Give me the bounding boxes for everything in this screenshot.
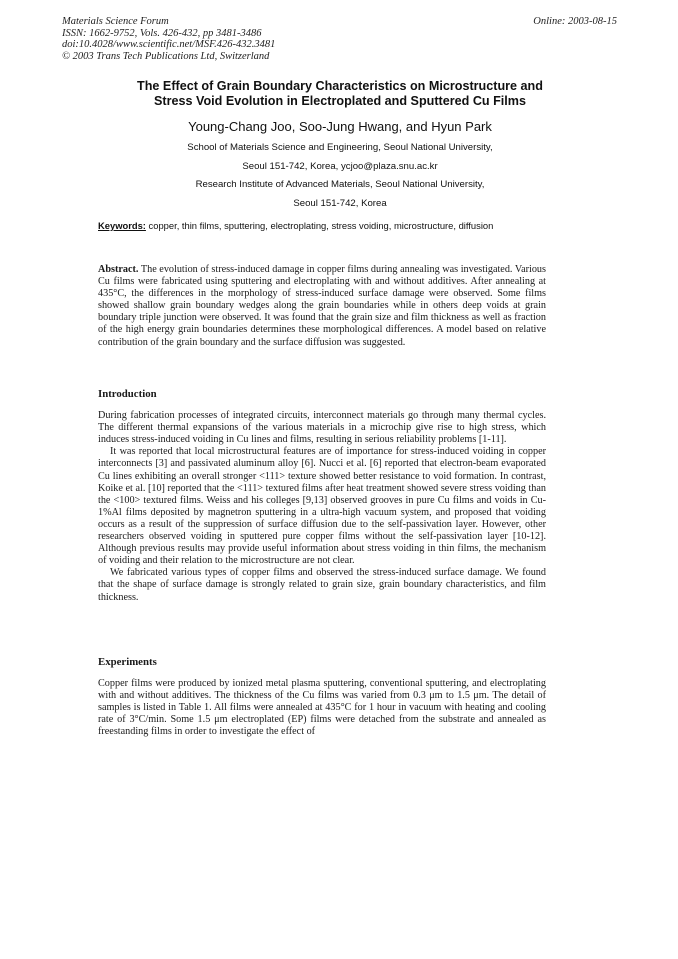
affiliation-line: School of Materials Science and Engineering, Seoul National University,	[187, 142, 493, 153]
paragraph: Copper films were produced by ionized metal plasma sputtering, conventional sputtering, and electroplating with and without additives. The thickness of the Cu films was varied from 0.3 μm to 1.5 μm. The detail of samples is listed in Table 1. All films were annealed at 435°C for 1 hour in vacuum with heating and cooling rate of 3°C/min. Some 1.5 μm electroplated (EP) films were detached from the substrate and annealed as freestanding films in order to investigate the effect of	[98, 678, 546, 738]
experiments-section	[98, 656, 546, 739]
abstract-label: Abstract.	[98, 264, 139, 275]
paragraph: It was reported that local microstructural features are of importance for stress-induced voiding in copper interconnects [3] and passivated aluminum alloy [6]. Nucci et al. [6] reported that electron-beam evaporated Cu lines exhibiting an overall stronger <111> texture showed better resistance to void formation. In contrast, Koike et al. [10] reported that the <111> textured films after heat treatment showed severe stress voiding than the <100> textured films. Weiss and his colleges [9,13] observed grooves in pure Cu films and voids in Cu-1%Al films deposited by magnetron sputtering in a ultra-high vacuum system, and proposed that voiding occurs as a result of the suppression of surface diffusion due to the self-passivation layer. However, other researchers observed voiding in sputtered pure copper films without the self-passivation layer [10-12]. Although previous results may provide useful information about stress voiding in thin films, the mechanism of voiding and their relation to the microstructure are not clear.	[98, 446, 546, 567]
journal-header	[62, 16, 617, 62]
paragraph: During fabrication processes of integrated circuits, interconnect materials go through many thermal cycles. The different thermal expansions of the various materials in a microchip give rise to high stress, which induces stress-induced voiding in Cu lines and films, resulting in serious reliability problems [1-11].	[98, 410, 546, 446]
keywords-text: copper, thin films, sputtering, electroplating, stress voiding, microstructure, diffusion	[148, 220, 494, 231]
doi-line: doi:10.4028/www.scientific.net/MSF.426-432.3481	[62, 39, 276, 50]
affiliation-line: Seoul 151-742, Korea, ycjoo@plaza.snu.ac.kr	[242, 160, 438, 172]
title-line-1: The Effect of Grain Boundary Characteristics on Microstructure and	[137, 79, 543, 93]
paragraph: We fabricated various types of copper films and observed the stress-induced surface damage. We found that the shape of surface damage is strongly related to grain size, grain boundary characteristics, and film thickness.	[98, 567, 546, 603]
online-date: Online: 2003-08-15	[533, 16, 617, 27]
affiliation-line: Research Institute of Advanced Materials, Seoul National University,	[195, 179, 485, 190]
keywords-label: Keywords:	[98, 220, 146, 231]
abstract-text: The evolution of stress-induced damage in copper films during annealing was investigated. Various Cu films were fabricated using sputtering and electroplating with and without additives. After annealing at 435°C, the differences in the morphology of stress-induced surface damage were observed. Some films showed shallow grain boundary wedges along the grain boundaries while in others deep voids at grain boundary triple junction were observed. It was found that the grain size and film thickness as well as fraction of the high energy grain boundaries determines these morphological differences. A model based on relative contribution of the grain boundary and the surface diffusion was suggested.	[98, 264, 546, 348]
introduction-heading: Introduction	[98, 388, 157, 400]
paper-title	[70, 79, 610, 109]
abstract-section	[98, 264, 546, 349]
authors: Young-Chang Joo, Soo-Jung Hwang, and Hyun Park	[188, 119, 492, 134]
copyright-line: © 2003 Trans Tech Publications Ltd, Switzerland	[62, 50, 270, 62]
affiliations	[70, 139, 610, 213]
keywords	[98, 220, 578, 231]
journal-name: Materials Science Forum	[62, 16, 169, 27]
introduction-section	[98, 388, 546, 604]
issn-line: ISSN: 1662-9752, Vols. 426-432, pp 3481-3486	[62, 27, 262, 39]
experiments-heading: Experiments	[98, 656, 157, 668]
title-line-2: Stress Void Evolution in Electroplated and Sputtered Cu Films	[153, 94, 527, 108]
affiliation-line: Seoul 151-742, Korea	[293, 197, 387, 209]
